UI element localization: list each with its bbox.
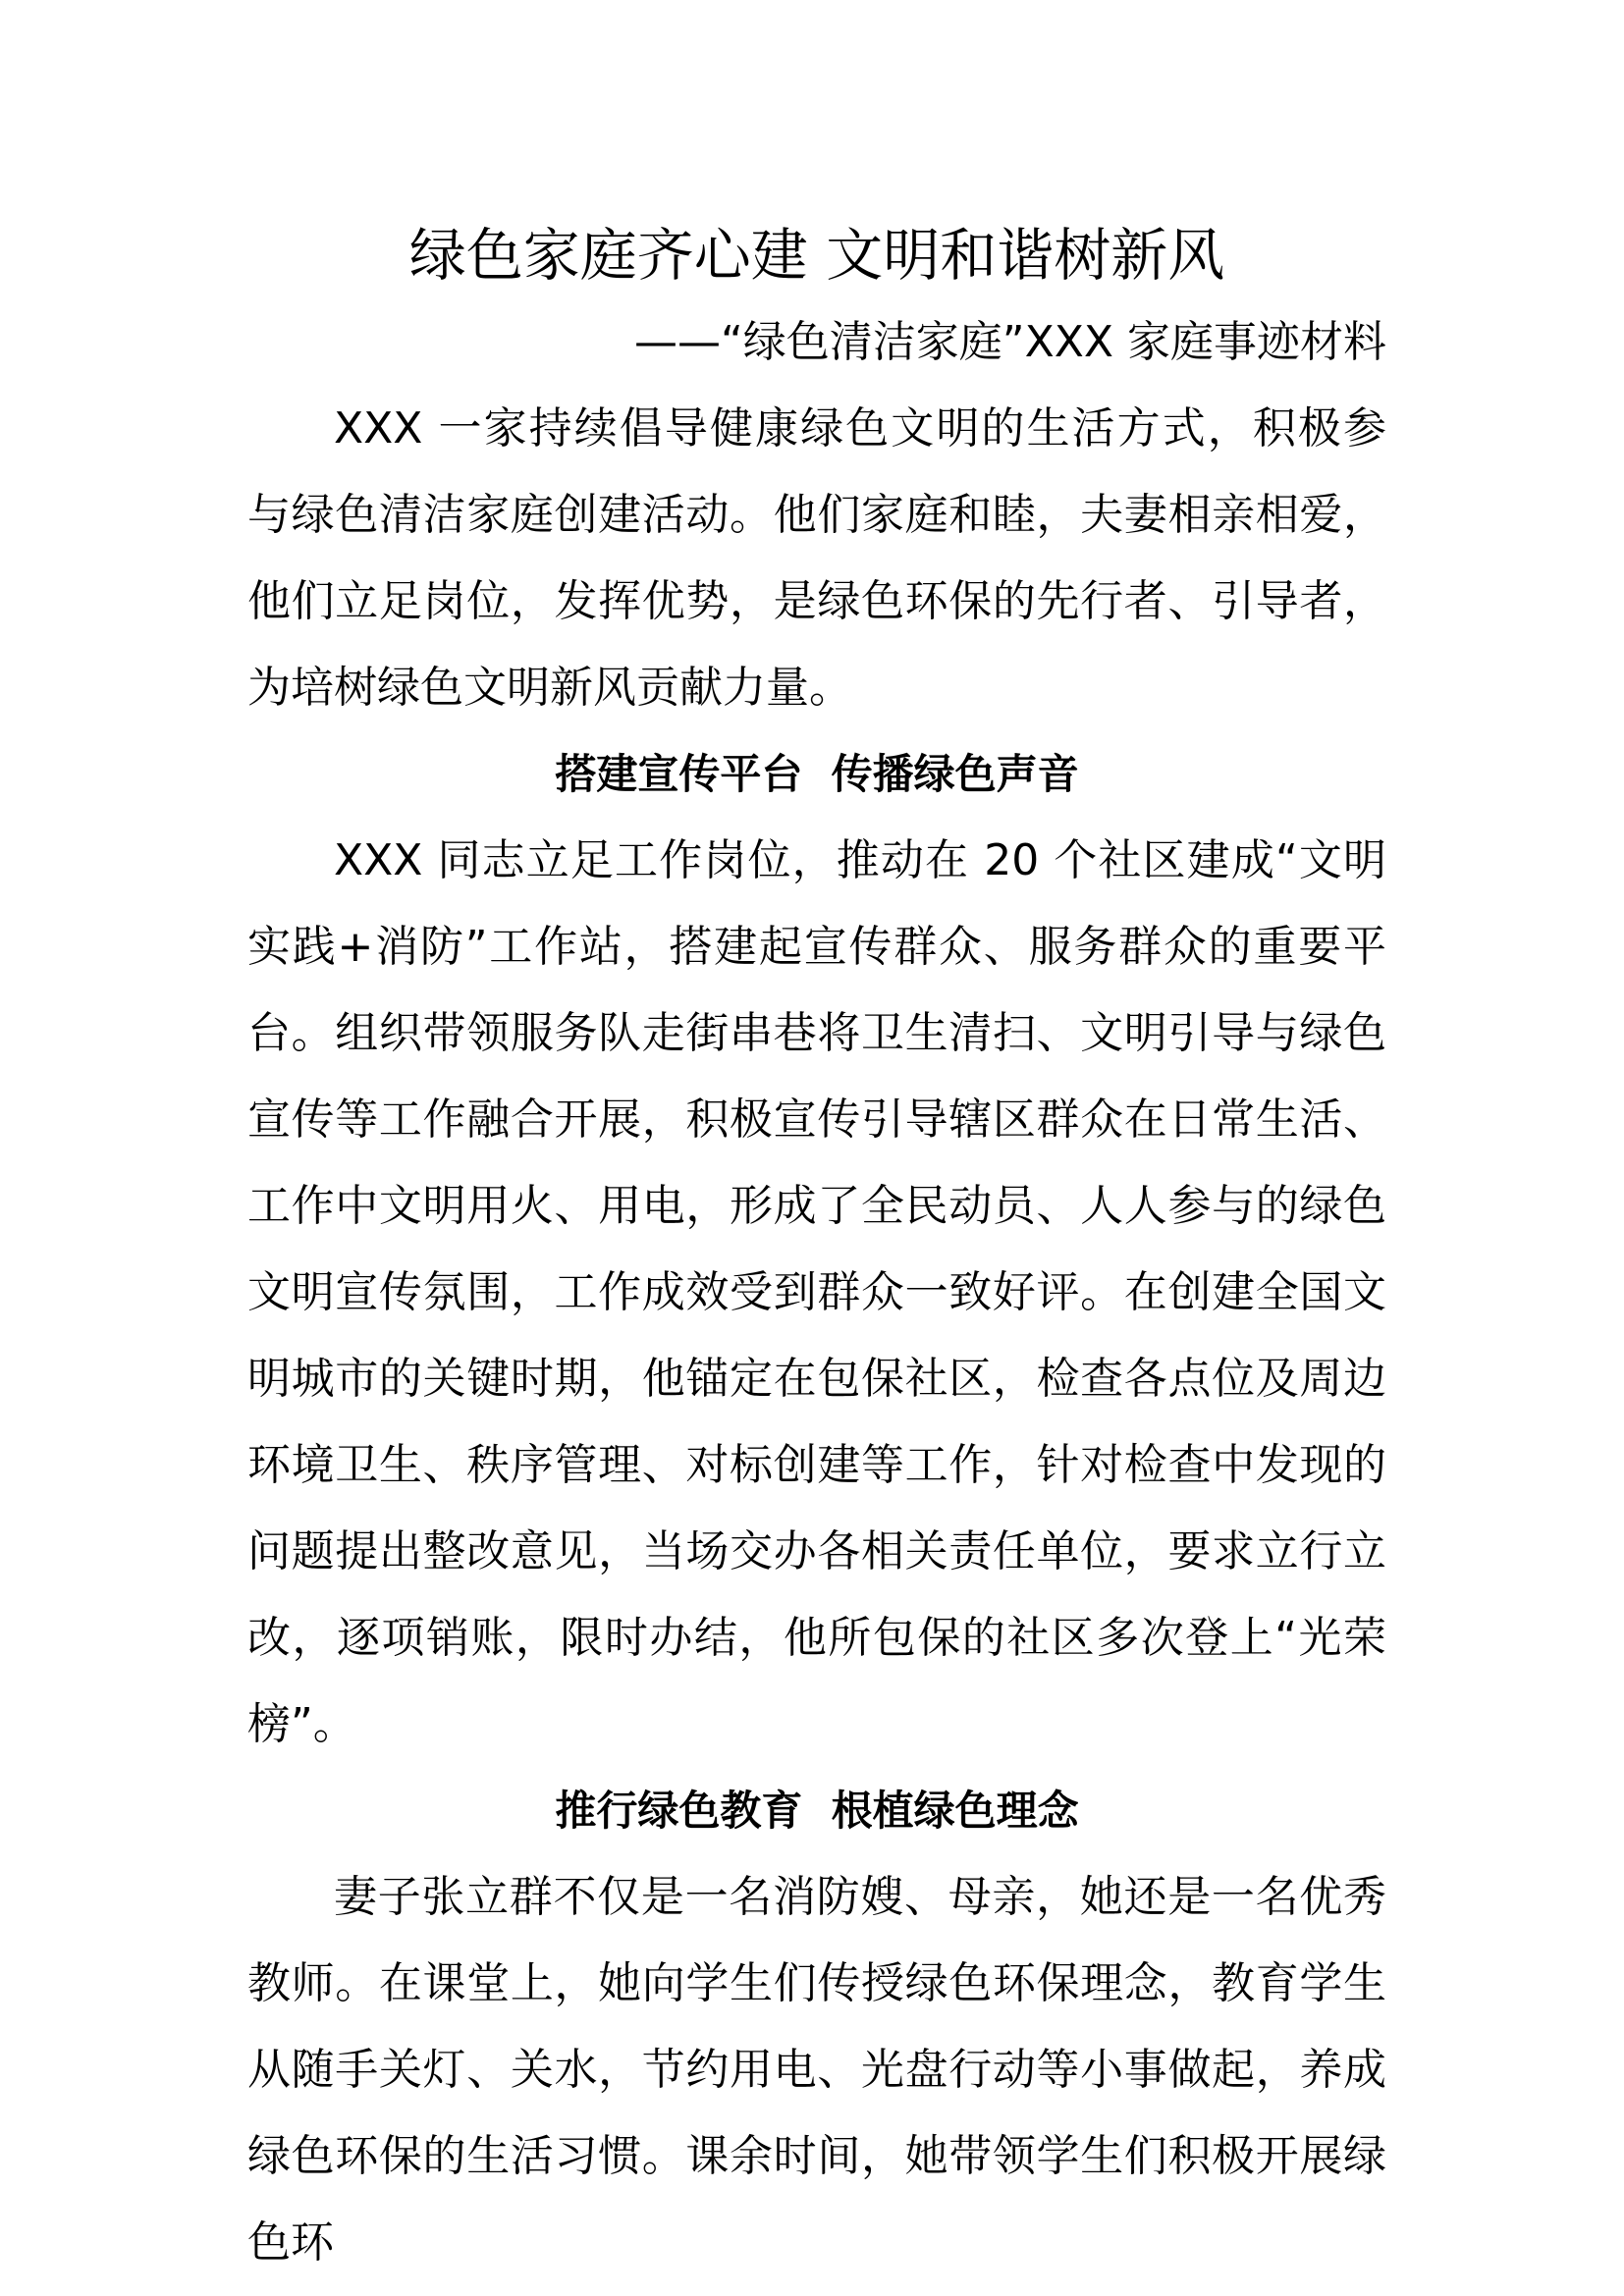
document-subtitle: ——“绿色清洁家庭”XXX 家庭事迹材料	[633, 317, 1386, 367]
section-heading-platform: 搭建宣传平台 传播绿色声音	[555, 750, 1079, 798]
section-paragraph-platform: XXX 同志立足工作岗位，推动在 20 个社区建成“文明实践+消防”工作站，搭建起宣传群众、服务群众的重要平台。组织带领服务队走街串巷将卫生清扫、文明引导与绿色宣传等工作融合开展，积极宣传引导辖区群众在日常生活、工作中文明用火、用电，形成了全民动员、人人参与的绿色文明宣传氛围，工作成效受到群众一致好评。在创建全国文明城市的关键时期，他锚定在包保社区，检查各点位及周边环境卫生、秩序管理、对标创建等工作，针对检查中发现的问题提出整改意见，当场交办各相关责任单位，要求立行立改，逐项销账，限时办结，他所包保的社区多次登上“光荣榜”。	[247, 835, 1386, 1749]
document-title: 绿色家庭齐心建 文明和谐树新风	[408, 222, 1225, 289]
section-paragraph-education: 妻子张立群不仅是一名消防嫂、母亲，她还是一名优秀教师。在课堂上，她向学生们传授绿色环保理念，教育学生从随手关灯、关水，节约用电、光盘行动等小事做起，养成绿色环保的生活习惯。课余时间，她带领学生们积极开展绿色环	[247, 1872, 1386, 2268]
intro-paragraph: XXX 一家持续倡导健康绿色文明的生活方式，积极参与绿色清洁家庭创建活动。他们家庭和睦，夫妻相亲相爱，他们立足岗位，发挥优势，是绿色环保的先行者、引导者，为培树绿色文明新风贡献力量。	[247, 403, 1386, 713]
document-body	[247, 211, 1386, 2286]
section-heading-education: 推行绿色教育 根植绿色理念	[555, 1787, 1079, 1835]
